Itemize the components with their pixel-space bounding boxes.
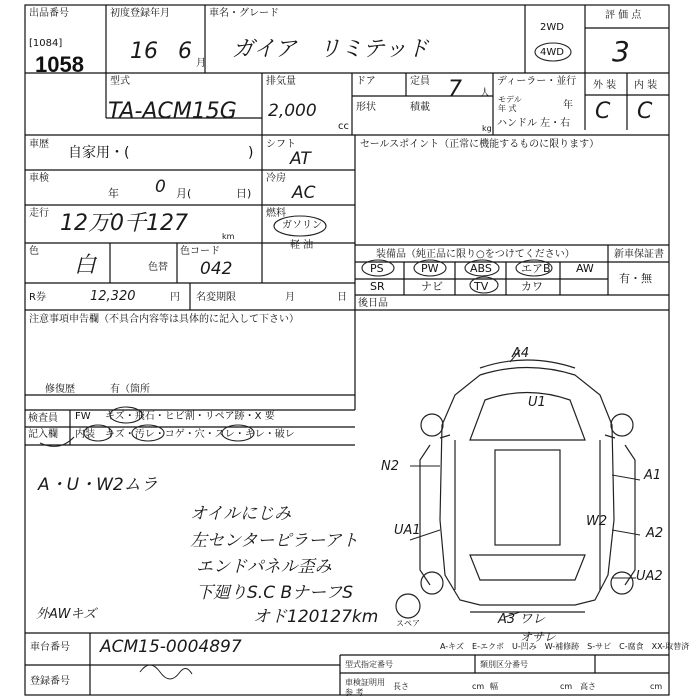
repair-value: 有（箇所 [110,384,150,395]
cm-unit-1: cm [472,682,485,691]
equip-airbag: エアB [521,262,551,275]
mark-osare: オサレ [520,630,556,644]
model-year-label: モデル 年 式 [498,95,522,113]
expiry-label: 名変期限 [196,292,236,303]
lot-number: 1058 [35,52,84,77]
damage-legend: A-キズ E-エクボ U-凹み W-補修跡 S-サビ C-腐食 XX-取替済 [440,642,690,651]
exterior-grade: C [595,99,611,124]
lot-label: 出品番号 [29,8,69,19]
history-value: 自家用・( [68,145,130,161]
ref-label: 参 考 [345,688,364,697]
first-reg-year: 16 [130,39,158,64]
color-code-label: 色コード [180,246,220,257]
int-label: 内装 [75,429,95,440]
inspection-month-value: 0 [155,177,166,197]
inspection-year: 年 [108,187,119,200]
month-suffix: 月 [196,58,206,69]
history-close: ) [248,145,254,161]
mark-a1: A1 [644,468,662,483]
type-num-label: 型式指定番号 [345,660,393,669]
note-line-6: オド120127km [253,607,379,627]
reg-label: 登録番号 [30,676,70,687]
mark-n2: N2 [381,459,399,474]
capacity-label: 定員 [410,76,430,87]
color-label: 色 [29,246,39,257]
capacity-value: 7 [448,77,462,102]
mark-w2: W2 [586,514,608,529]
lot-code: [1084] [29,38,63,49]
mark-u1: U1 [528,395,546,410]
warranty-value: 有・無 [619,272,652,285]
chassis-value: ACM15-0004897 [100,637,242,657]
note-line-5: 下廻りS.C BナーフS [196,583,354,603]
km-unit: km [222,232,235,241]
shift-label: シフト [266,139,296,150]
inspector-label: 検査員 記入欄 [28,413,58,440]
ac-label: 冷房 [266,173,286,184]
shift-value: AT [290,149,311,169]
repair-label: 修復歴 [45,384,75,395]
equip-kawa: カワ [521,280,543,293]
year-unit: 年 [563,100,573,111]
color-change-label: 色替 [148,262,168,273]
drive-4wd: 4WD [540,47,564,58]
inspection-month: 月( [176,187,192,200]
load-label: 積載 [410,102,430,113]
fw-items: キズ・飛石・ヒビ割・リペア跡・X 要 [105,411,275,422]
length-label: 長さ [393,682,409,691]
note-line-3: 左センターピラーアト [190,531,359,551]
mileage-value: 12万0千127 [60,211,188,236]
equip-abs: ABS [470,262,492,275]
expiry-day: 日 [337,292,347,303]
ac-value: AC [292,183,316,203]
equip-pw: PW [421,262,439,275]
exterior-label: 外 装 [593,80,617,91]
inspection-day: 日) [236,187,252,200]
equip-aw: AW [576,262,594,275]
color-code-value: 042 [200,259,233,279]
equip-navi: ナビ [421,280,443,293]
interior-grade: C [637,99,653,124]
cm-unit-3: cm [650,682,663,691]
mark-ua1: UA1 [394,523,421,538]
equip-sr: SR [370,280,385,293]
score-label: 評 価 点 [605,10,642,21]
type-label: 型式 [110,76,130,87]
capacity-unit: 人 [480,88,490,99]
fuel-label: 燃料 [266,208,286,219]
sales-point-label: セールスポイント（正常に機能するものに限ります） [360,139,600,150]
color-value: 白 [74,253,97,278]
history-label: 車歴 [29,139,49,150]
equipment-label: 装備品（純正品に限り○をつけてください） [376,249,575,260]
shape-label: 形状 [356,102,376,113]
mark-a2: A2 [646,526,664,541]
mark-a3: A3 ワレ [498,612,546,627]
note-line-7: 外AWキズ [36,607,97,622]
model-value: ガイア リミテッド [232,37,429,62]
type-value: TA-ACM15G [108,99,237,124]
displacement-value: 2,000 [268,101,317,121]
drive-2wd: 2WD [540,22,564,33]
fw-label: FW [75,411,91,422]
chassis-label: 車台番号 [30,642,70,653]
width-label: 幅 [490,682,498,691]
first-reg-month: 6 [178,39,192,64]
inspection-label: 車検 [29,173,49,184]
notes-label: 注意事項申告欄（不具合内容等は具体的に記入して下さい） [29,314,299,325]
spare-label: スペア [396,619,420,628]
rear-seat-label: 後日品 [358,298,388,309]
mark-ua2: UA2 [636,569,663,584]
int-items: キズ・汚レ・コゲ・穴・スレ・キレ・破レ [105,429,295,440]
dealer-label: ディーラー・並行 [497,76,577,87]
kg-unit: kg [482,124,492,133]
warranty-label: 新車保証書 [614,249,664,260]
equip-tv: TV [474,280,489,293]
interior-label: 内 装 [634,80,658,91]
fuel-gasoline: ガソリン [282,220,322,231]
r-ticket-value: 12,320 [90,289,136,304]
displacement-label: 排気量 [266,76,296,87]
fuel-diesel: 軽 油 [290,240,314,251]
first-reg-label: 初度登録年月 [110,8,170,19]
cc-unit: cc [338,121,349,132]
equip-ps: PS [370,262,384,275]
height-label: 高さ [580,682,596,691]
yen-unit: 円 [170,292,180,303]
note-line-4: エンドパネル歪み [196,557,332,577]
score-value: 3 [612,35,630,68]
car-diagram [396,360,635,618]
cert-label: 車検証明用 [345,678,385,687]
cm-unit-2: cm [560,682,573,691]
expiry-month: 月 [285,292,295,303]
mileage-label: 走行 [29,208,49,219]
mark-a4: A4 [512,346,530,361]
handle-label: ハンドル 左・右 [497,118,571,129]
note-line-1: A・U・W2ムラ [38,475,158,495]
note-line-2: オイルにじみ [190,504,292,524]
r-ticket-label: R券 [29,292,46,303]
model-label: 車名・グレード [209,8,279,19]
door-label: ドア [356,76,376,87]
class-label: 類別区分番号 [480,660,528,669]
